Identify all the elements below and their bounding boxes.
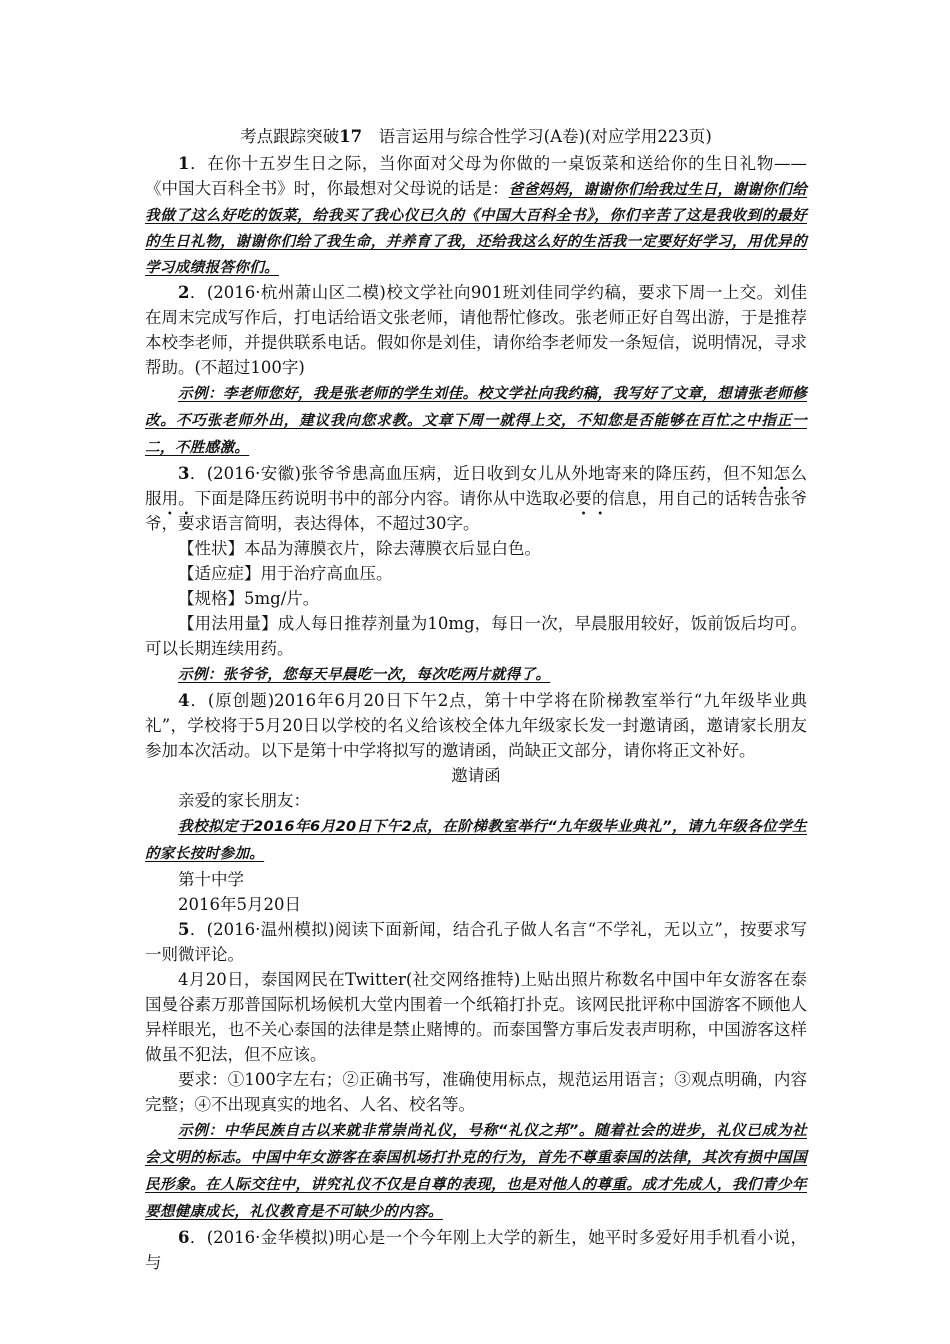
emphasis-char: 服 — [145, 489, 162, 508]
question-number: 2 — [178, 283, 190, 302]
question-5 — [145, 917, 807, 967]
answer-2 — [145, 380, 807, 461]
answer-text: 示例：张爷爷，您每天早晨吃一次，每次吃两片就得了。 — [178, 666, 551, 683]
news-paragraph: 4月20日，泰国网民在Twitter(社交网络推特)上贴出照片称数名中国中年女游客在泰国曼谷素万那普国际机场候机大堂内围着一个纸箱打扑克。该网民批评称中国游客不顾他人异样眼光，也不关心泰国的法律是禁止赌博的。而泰国警方事后发表声明称，中国游客这样做虽不犯法，但不应该。 — [145, 970, 807, 1064]
requirement-paragraph: 要求：①100字左右；②正确书写，准确使用标点，规范运用语言；③观点明确，内容完整；④不出现真实的地名、人名、校名等。 — [145, 1070, 807, 1114]
question-4 — [145, 688, 807, 763]
question-2 — [145, 280, 807, 380]
question-text: 的信息，用自己的话转告张爷爷，要求语言简明，表达得体，不超过30字。 — [145, 489, 808, 533]
question-number: 3 — [178, 464, 190, 483]
title-subtext: 语言运用与综合性学习(A卷)(对应学用223页) — [362, 127, 712, 146]
emphasis-char: 要 — [575, 489, 592, 508]
document-page — [145, 124, 807, 1275]
emphasis-char: 不 — [739, 464, 757, 483]
question-number: 4 — [178, 691, 190, 710]
question-text: ．(2016·安徽)张爷爷患高血压病，近日收到女儿从外地寄来的降压药，但 — [189, 464, 740, 483]
answer-3 — [145, 661, 807, 688]
question-text: ．(原创题)2016年6月20日下午2点，第十中学将在阶梯教室举行“九年级毕业典礼”，学校将于5月20日以学校的名义给该校全体九年级家长发一封邀请函，邀请家长朋友参加本次活动。以下是第十中学将拟写的邀请函，尚缺正文部分，请你将正文补好。 — [145, 691, 807, 760]
answer-text: 示例：中华民族自古以来就非常崇尚礼仪，号称“礼仪之邦”。随着社会的进步，礼仪已成为社会文明的标志。中国中年女游客在泰国机场打扑克的行为，首先不尊重泰国的法律，其次有损中国国民形象。在人际交往中，讲究礼仪不仅是自尊的表现，也是对他人的尊重。成才先成人，我们青少年要想健康成长，礼仪教育是不可缺少的内容。 — [145, 1122, 807, 1220]
letter-signer: 第十中学 — [178, 870, 244, 889]
question-3 — [145, 461, 807, 536]
title-text: 考点跟踪突破 — [240, 127, 340, 146]
letter-title: 邀请函 — [451, 766, 501, 785]
answer-5 — [145, 1117, 807, 1225]
question-number: 5 — [178, 920, 190, 939]
question-6 — [145, 1225, 807, 1275]
answer-text: 爸爸妈妈，谢谢你们给我过生日，谢谢你们给我做了这么好吃的饭菜，给我买了我心仪已久的《中国大百科全书》，你们辛苦了这是我收到的最好的生日礼物，谢谢你们给了我生命，并养育了我，还给我这么好的生活我一定要好好学习，用优异的学习成绩报答你们。 — [145, 181, 808, 276]
question-text: ．(2016·杭州萧山区二模)校文学社向901班刘佳同学约稿，要求下周一上交。刘佳在周末完成写作后，打电话给语文张老师，请他帮忙修改。张老师正好自驾出游，于是推荐本校李老师，并提供联系电话。假如你是刘佳，请你给李老师发一条短信，说明情况，寻求帮助。(不超过100字) — [145, 283, 807, 377]
title-number: 17 — [339, 127, 363, 146]
instruction-item: 【用法用量】成人每日推荐剂量为10mg，每日一次，早晨服用较好，饭前饭后均可。可以长期连续用药。 — [145, 614, 807, 658]
instruction-item: 【适应症】用于治疗高血压。 — [178, 564, 393, 583]
page-title — [145, 124, 807, 149]
instruction-item: 【规格】5mg/片。 — [178, 589, 320, 608]
emphasis-char: 知 — [756, 464, 774, 483]
question-text: ．在你十五岁生日之际，当你面对父母为你做的一桌饭菜和送给你的生日礼物——《中国大百科全书》时，你最想对父母说的话是： — [145, 154, 807, 198]
emphasis-char: 必 — [558, 489, 576, 508]
instruction-item: 【性状】本品为薄膜衣片，除去薄膜衣后显白色。 — [178, 539, 541, 558]
question-text: 。下面是降压药说明书中的部分内容。请你从中选取 — [178, 489, 559, 508]
question-text: 怎么 — [773, 464, 808, 483]
question-1 — [145, 151, 807, 280]
question-number: 1 — [178, 154, 190, 173]
question-text: ．(2016·金华模拟)明心是一个今年刚上大学的新生，她平时多爱好用手机看小说，与 — [145, 1228, 807, 1272]
answer-text: 示例：李老师您好，我是张老师的学生刘佳。校文学社向我约稿，我写好了文章，想请张老师修改。不巧张老师外出，建议我向您求教。文章下周一就得上交，不知您是否能够在百忙之中指正一二，不胜感激。 — [145, 385, 807, 456]
question-number: 6 — [178, 1228, 190, 1247]
letter-salutation: 亲爱的家长朋友： — [178, 791, 310, 810]
answer-4 — [145, 813, 807, 867]
emphasis-char: 用 — [161, 489, 179, 508]
answer-text: 我校拟定于2016年6月20日下午2点，在阶梯教室举行“九年级毕业典礼”，请九年级各位学生的家长按时参加。 — [145, 818, 807, 862]
question-text: ．(2016·温州模拟)阅读下面新闻，结合孔子做人名言“不学礼，无以立”，按要求写一则微评论。 — [145, 920, 807, 964]
letter-date: 2016年5月20日 — [178, 895, 301, 914]
